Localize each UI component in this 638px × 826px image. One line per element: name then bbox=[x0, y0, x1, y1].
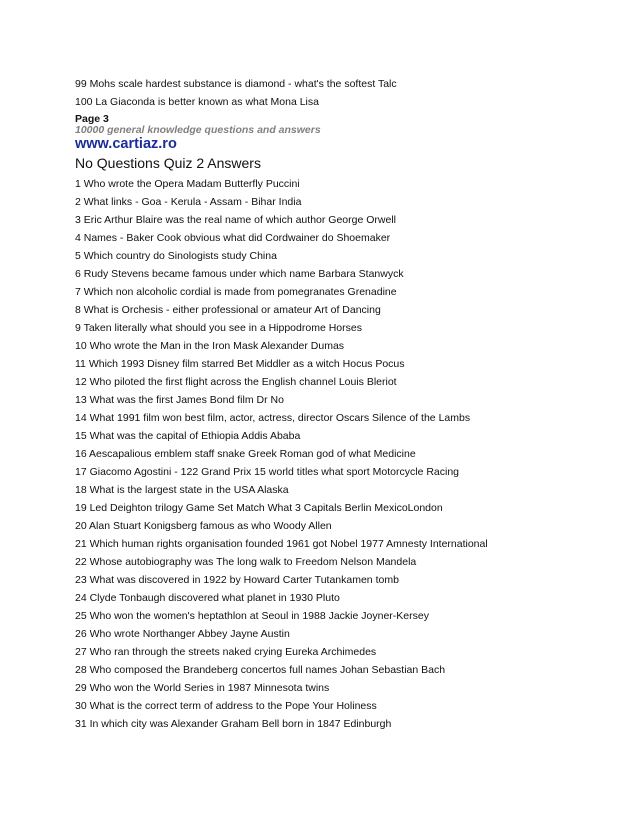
list-item: 6 Rudy Stevens became famous under which name Barbara Stanwyck bbox=[75, 268, 404, 280]
list-item: 1 Who wrote the Opera Madam Butterfly Puccini bbox=[75, 178, 300, 190]
list-item: 19 Led Deighton trilogy Game Set Match What 3 Capitals Berlin MexicoLondon bbox=[75, 502, 443, 514]
answer-list bbox=[75, 178, 488, 736]
previous-answer-line: 99 Mohs scale hardest substance is diamond - what's the softest Talc bbox=[75, 78, 397, 90]
list-item: 21 Which human rights organisation founded 1961 got Nobel 1977 Amnesty International bbox=[75, 538, 488, 550]
list-item: 23 What was discovered in 1922 by Howard Carter Tutankamen tomb bbox=[75, 574, 399, 586]
previous-answer-line: 100 La Giaconda is better known as what Mona Lisa bbox=[75, 96, 319, 108]
list-item: 9 Taken literally what should you see in a Hippodrome Horses bbox=[75, 322, 362, 334]
quiz-title: No Questions Quiz 2 Answers bbox=[75, 155, 261, 171]
list-item: 30 What is the correct term of address to the Pope Your Holiness bbox=[75, 700, 377, 712]
list-item: 10 Who wrote the Man in the Iron Mask Alexander Dumas bbox=[75, 340, 345, 352]
list-item: 18 What is the largest state in the USA Alaska bbox=[75, 484, 289, 496]
document-subtitle: 10000 general knowledge questions and answers bbox=[75, 124, 321, 136]
list-item: 29 Who won the World Series in 1987 Minnesota twins bbox=[75, 682, 330, 694]
list-item: 25 Who won the women's heptathlon at Seoul in 1988 Jackie Joyner-Kersey bbox=[75, 610, 429, 622]
site-link[interactable] bbox=[75, 136, 177, 152]
list-item: 20 Alan Stuart Konigsberg famous as who Woody Allen bbox=[75, 520, 332, 532]
list-item: 13 What was the first James Bond film Dr No bbox=[75, 394, 284, 406]
list-item: 24 Clyde Tonbaugh discovered what planet in 1930 Pluto bbox=[75, 592, 340, 604]
list-item: 3 Eric Arthur Blaire was the real name of which author George Orwell bbox=[75, 214, 396, 226]
list-item: 22 Whose autobiography was The long walk to Freedom Nelson Mandela bbox=[75, 556, 417, 568]
list-item: 26 Who wrote Northanger Abbey Jayne Austin bbox=[75, 628, 290, 640]
page-number: Page 3 bbox=[75, 113, 109, 125]
list-item: 8 What is Orchesis - either professional or amateur Art of Dancing bbox=[75, 304, 381, 316]
list-item: 31 In which city was Alexander Graham Bell born in 1847 Edinburgh bbox=[75, 718, 392, 730]
list-item: 7 Which non alcoholic cordial is made from pomegranates Grenadine bbox=[75, 286, 397, 298]
list-item: 5 Which country do Sinologists study China bbox=[75, 250, 277, 262]
list-item: 11 Which 1993 Disney film starred Bet Middler as a witch Hocus Pocus bbox=[75, 358, 405, 370]
list-item: 17 Giacomo Agostini - 122 Grand Prix 15 world titles what sport Motorcycle Racing bbox=[75, 466, 460, 478]
list-item: 12 Who piloted the first flight across the English channel Louis Bleriot bbox=[75, 376, 397, 388]
list-item: 16 Aescapalious emblem staff snake Greek Roman god of what Medicine bbox=[75, 448, 416, 460]
list-item: 28 Who composed the Brandeberg concertos full names Johan Sebastian Bach bbox=[75, 664, 446, 676]
list-item: 4 Names - Baker Cook obvious what did Cordwainer do Shoemaker bbox=[75, 232, 391, 244]
list-item: 27 Who ran through the streets naked crying Eureka Archimedes bbox=[75, 646, 377, 658]
list-item: 15 What was the capital of Ethiopia Addis Ababa bbox=[75, 430, 301, 442]
site-link-text[interactable]: www.cartiaz.ro bbox=[75, 136, 177, 152]
list-item: 14 What 1991 film won best film, actor, actress, director Oscars Silence of the Lambs bbox=[75, 412, 471, 424]
list-item: 2 What links - Goa - Kerula - Assam - Bihar India bbox=[75, 196, 302, 208]
